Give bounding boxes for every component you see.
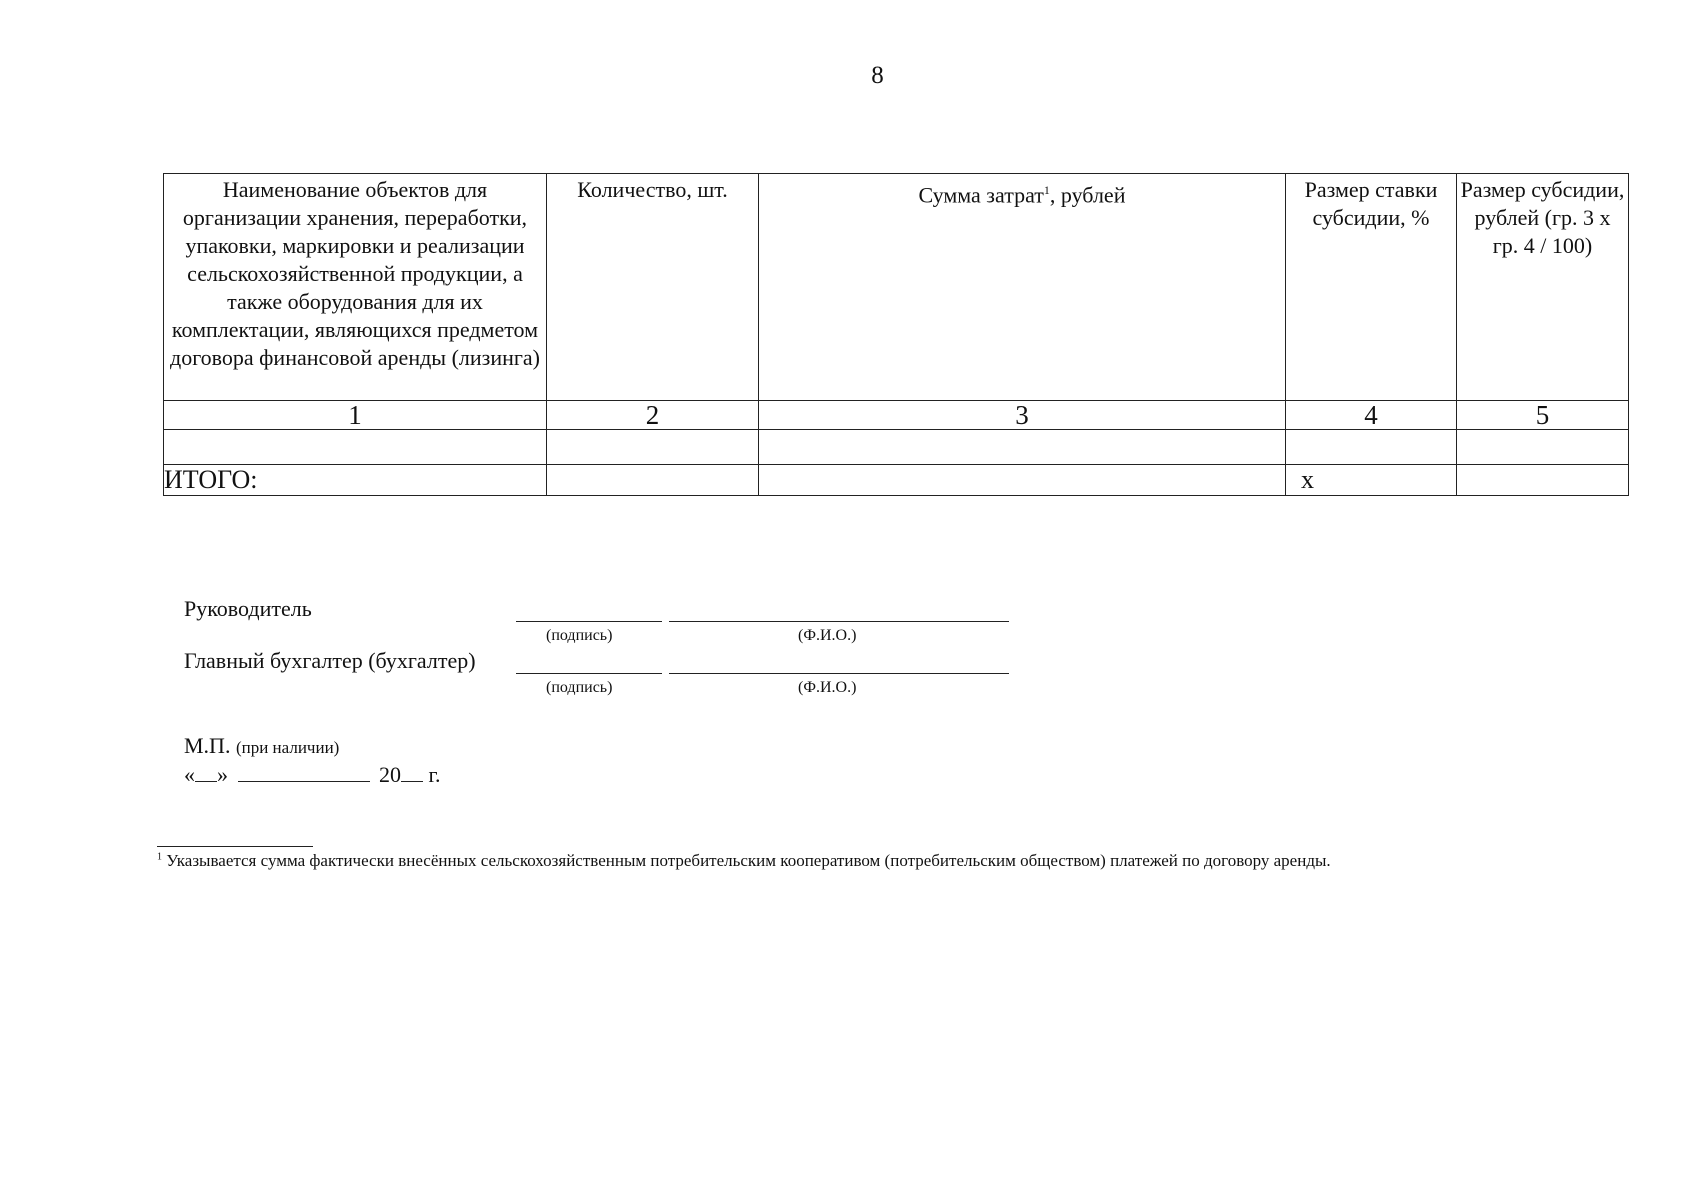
table-cell: [1286, 430, 1457, 465]
header-rate: Размер ставки субсидии, %: [1286, 174, 1457, 401]
column-number: 1: [164, 401, 547, 430]
table-row: [164, 430, 1629, 465]
column-number: 2: [547, 401, 759, 430]
table-cell: [759, 430, 1286, 465]
date-year-prefix: 20: [379, 762, 401, 787]
head-name-line: [669, 621, 1009, 622]
total-label: ИТОГО:: [164, 465, 547, 496]
table-cell: [1457, 430, 1629, 465]
head-signature-line: [516, 621, 662, 622]
footnote: [157, 851, 1331, 871]
column-numbers-row: [164, 401, 1629, 430]
table-cell: [759, 465, 1286, 496]
stamp-note: (при наличии): [235, 738, 340, 757]
accountant-signature-caption: (подпись): [546, 679, 613, 696]
footnote-rule: [157, 846, 313, 847]
accountant-signature-line: [516, 673, 662, 674]
header-costs: [759, 174, 1286, 401]
table-cell: [164, 430, 547, 465]
header-costs-label: Сумма затрат: [918, 182, 1044, 208]
date-open-quote: «: [184, 762, 195, 787]
table-header-row: [164, 174, 1629, 401]
head-signature-caption: (подпись): [546, 627, 613, 644]
accountant-name-caption: (Ф.И.О.): [798, 679, 857, 696]
column-number: 4: [1286, 401, 1457, 430]
page-number: 8: [871, 62, 884, 89]
table-cell: [547, 465, 759, 496]
date-close-quote: »: [217, 762, 228, 787]
footnote-text: Указывается сумма фактически внесённых сельскохозяйственным потребительским кооперативом (потребительским обществом) платежей по договору аренды.: [166, 851, 1331, 870]
header-subsidy: Размер субсидии, рублей (гр. 3 x гр. 4 / 100): [1457, 174, 1629, 401]
date-year-blank: [401, 781, 423, 782]
head-label: Руководитель: [184, 596, 312, 621]
header-objects: Наименование объектов для организации хранения, переработки, упаковки, маркировки и реализации сельскохозяйственной продукции, а также оборудования для их комплектации, являющихся предметом договора финансовой аренды (лизинга): [164, 174, 547, 401]
date-day-blank: [195, 781, 217, 782]
header-costs-unit: , рублей: [1049, 182, 1126, 208]
table-cell: [1457, 465, 1629, 496]
total-rate-cross: x: [1286, 465, 1457, 496]
header-quantity: Количество, шт.: [547, 174, 759, 401]
column-number: 5: [1457, 401, 1629, 430]
subsidy-table: [163, 173, 1629, 496]
head-name-caption: (Ф.И.О.): [798, 627, 857, 644]
chief-accountant-label: Главный бухгалтер (бухгалтер): [184, 648, 476, 673]
footnote-ref: 1: [1043, 183, 1050, 197]
total-row: [164, 465, 1629, 496]
footnote-marker: 1: [157, 851, 162, 863]
table-cell: [547, 430, 759, 465]
date-year-suffix: г.: [428, 762, 441, 787]
date-line: [184, 762, 441, 788]
date-month-blank: [238, 781, 370, 782]
column-number: 3: [759, 401, 1286, 430]
accountant-name-line: [669, 673, 1009, 674]
stamp-label: М.П.: [184, 733, 231, 758]
stamp-line: [184, 733, 339, 759]
